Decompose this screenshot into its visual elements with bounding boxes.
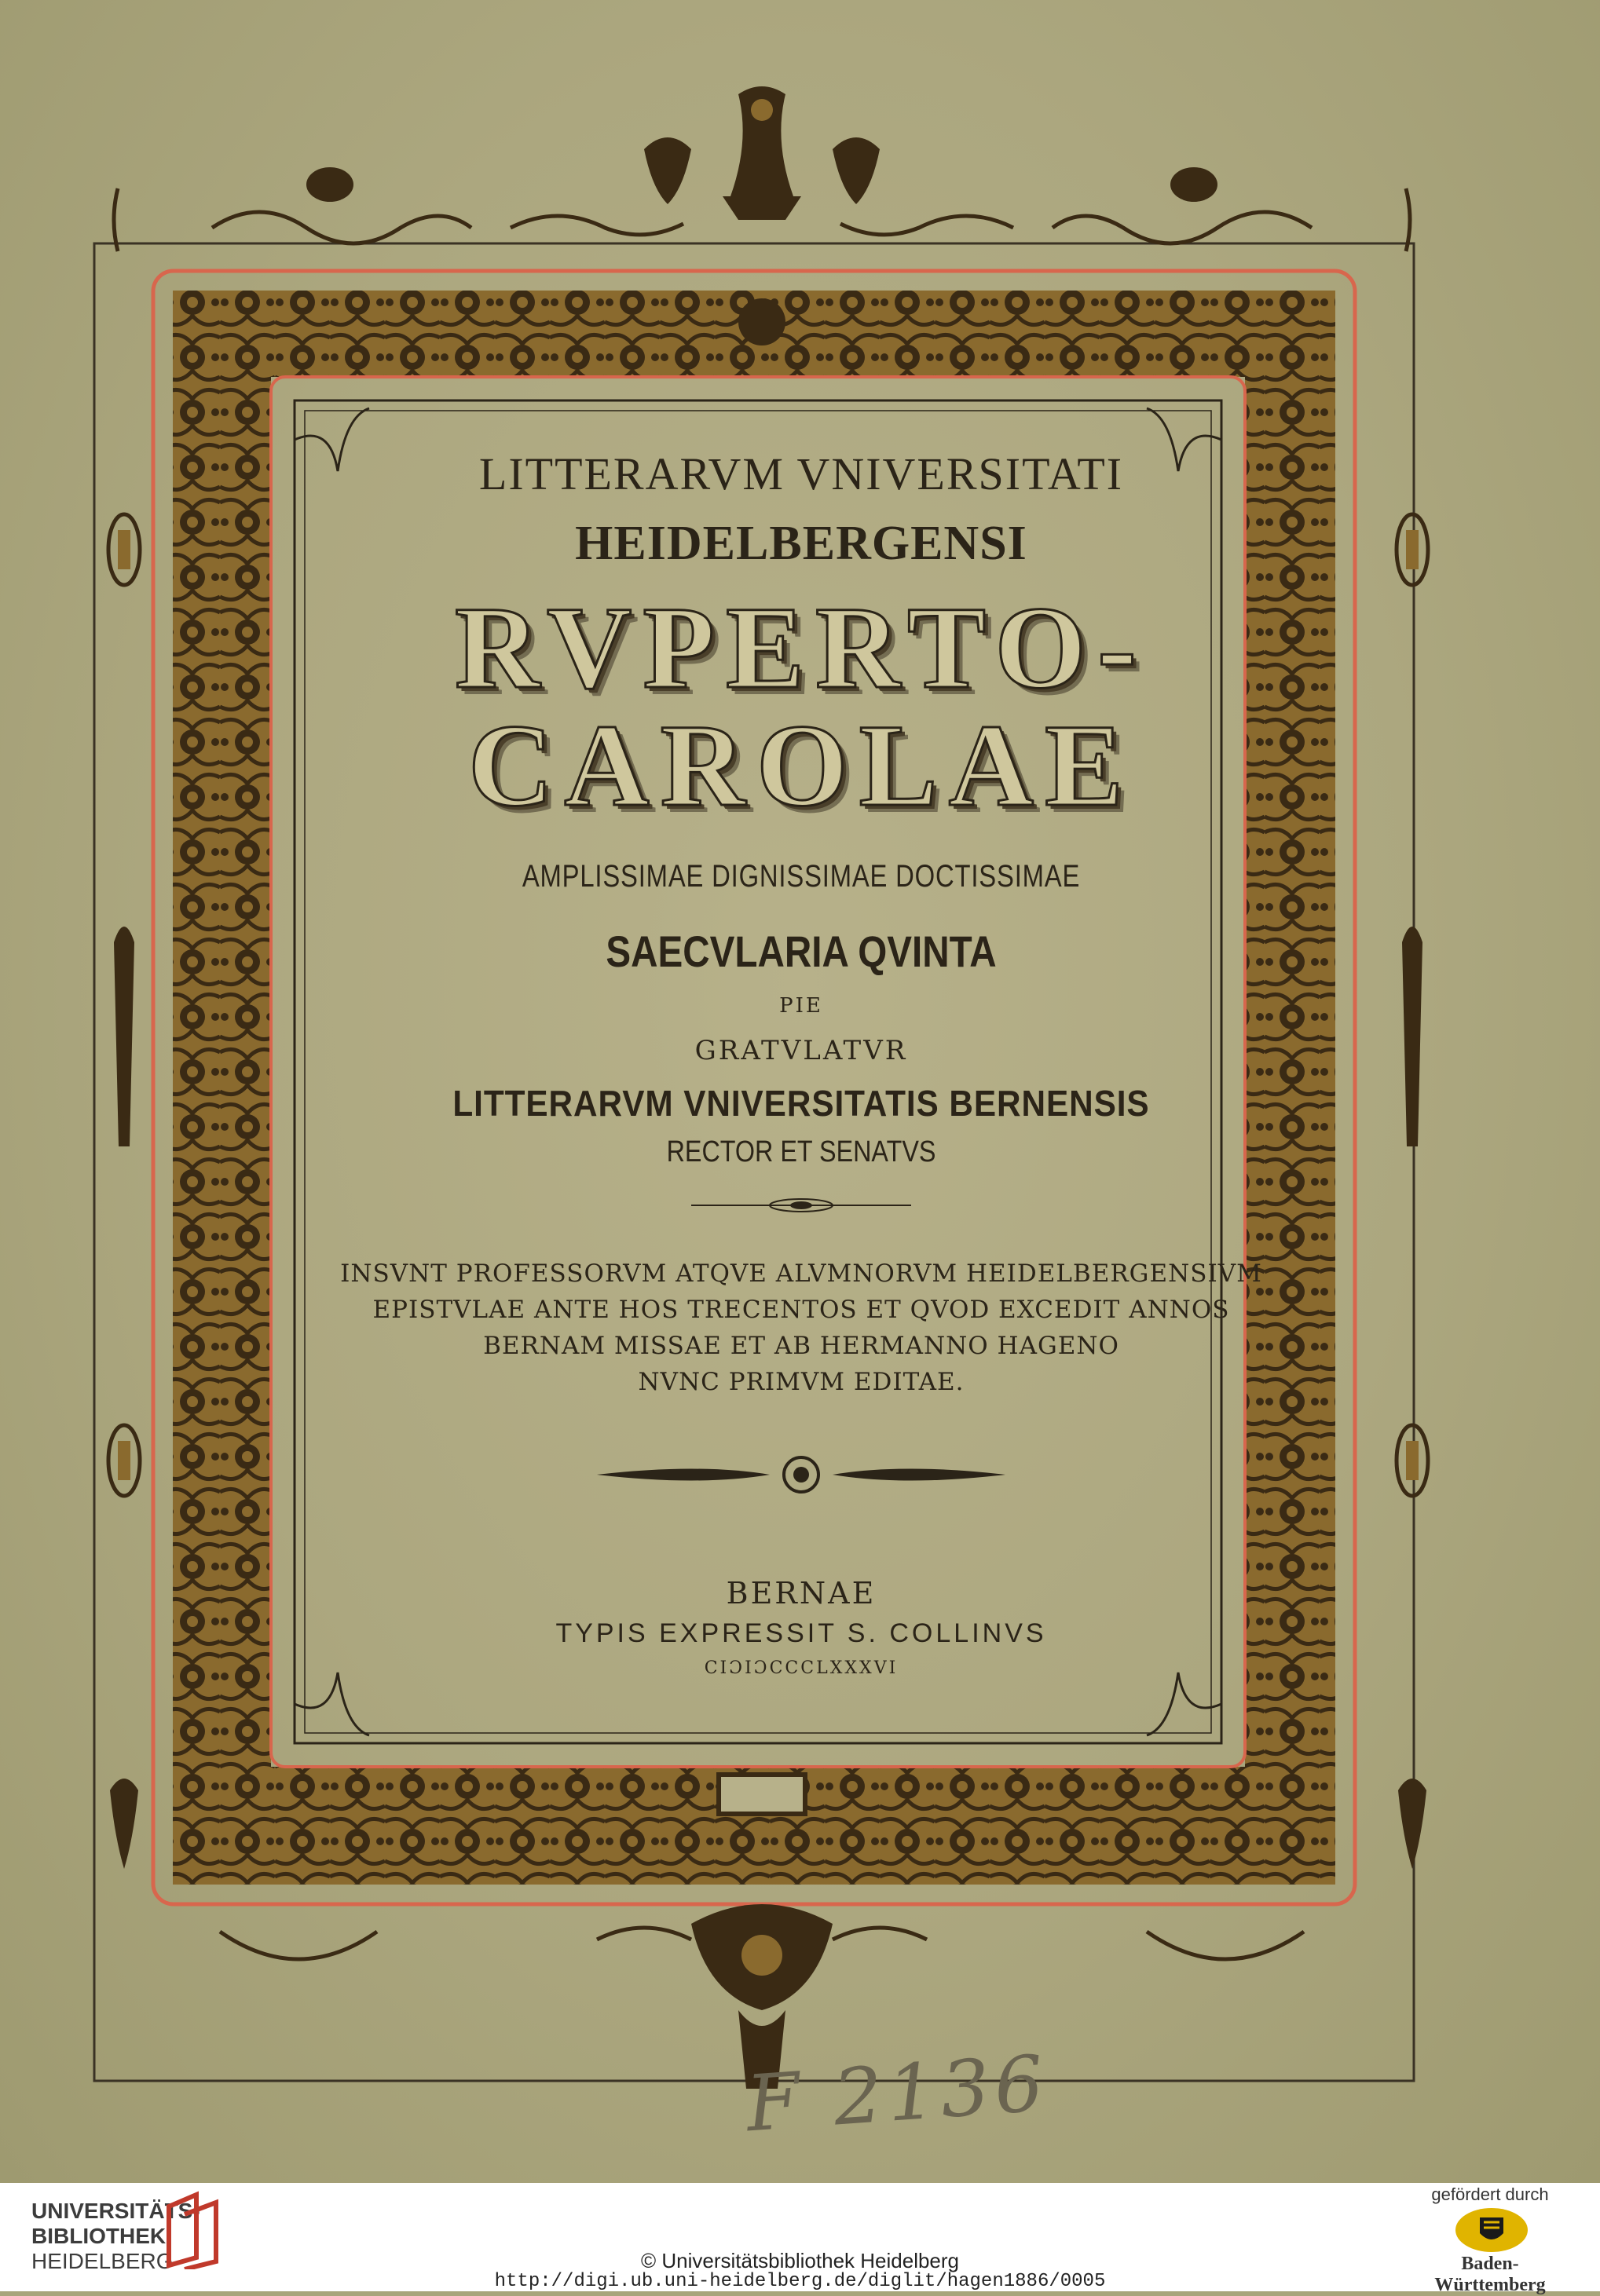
epithets-line: AMPLISSIMAE DIGNISSIMAE DOCTISSIMAE — [522, 859, 1081, 894]
place-of-publication: BERNAE — [726, 1576, 877, 1610]
rector-line: RECTOR ET SENATVS — [666, 1135, 936, 1168]
library-name-line: HEIDELBERG — [31, 2249, 174, 2273]
small-divider — [691, 1196, 911, 1215]
contents-line: NVNC PRIMVM EDITAE. — [638, 1368, 965, 1396]
coat-of-arms-icon — [1452, 2206, 1531, 2254]
gratulatur-line: GRATVLATVR — [694, 1035, 908, 1066]
main-title: RVPERTO-CAROLAE — [454, 583, 1148, 831]
bern-university-line: LITTERARVM VNIVERSITATIS BERNENSIS — [452, 1083, 1150, 1124]
rosette-divider — [597, 1455, 1005, 1494]
left-pendant — [108, 514, 140, 1869]
title-block — [314, 448, 1288, 1678]
permalink[interactable]: http://digi.ub.uni-heidelberg.de/diglit/hagen1886/0005 — [494, 2271, 1106, 2292]
sponsor-label: gefördert durch — [1431, 2184, 1549, 2204]
dedication-line: LITTERARVM VNIVERSITATI — [478, 448, 1124, 499]
library-name-line: BIBLIOTHEK — [31, 2224, 167, 2248]
contents-line: BERNAM MISSAE ET AB HERMANNO HAGENO — [483, 1332, 1119, 1360]
right-pendant — [1397, 514, 1428, 1869]
library-name-line: UNIVERSITÄTS- — [31, 2199, 200, 2223]
contents-paragraph — [314, 1256, 1288, 1400]
printer-line: TYPIS EXPRESSIT S. COLLINVS — [555, 1618, 1047, 1648]
dedication-line-2: HEIDELBERGENSI — [575, 517, 1027, 570]
pie-line: PIE — [779, 994, 823, 1018]
copyright-notice: © Universitätsbibliothek Heidelberg — [640, 2249, 960, 2272]
sponsor-name: Baden-Württemberg — [1434, 2254, 1546, 2295]
handwritten-shelfmark: F 2136 — [743, 2038, 1052, 2150]
occasion-line: SAECVLARIA QVINTA — [606, 927, 997, 976]
contents-line: EPISTVLAE ANTE HOS TRECENTOS ET QVOD EXCEDIT ANNOS — [372, 1296, 1230, 1324]
publication-year: CIƆIƆCCCLXXXVI — [704, 1658, 899, 1678]
top-crest — [306, 86, 1217, 220]
contents-line: INSVNT PROFESSORVM ATQVE ALVMNORVM HEIDELBERGENSIVM — [340, 1260, 1262, 1288]
